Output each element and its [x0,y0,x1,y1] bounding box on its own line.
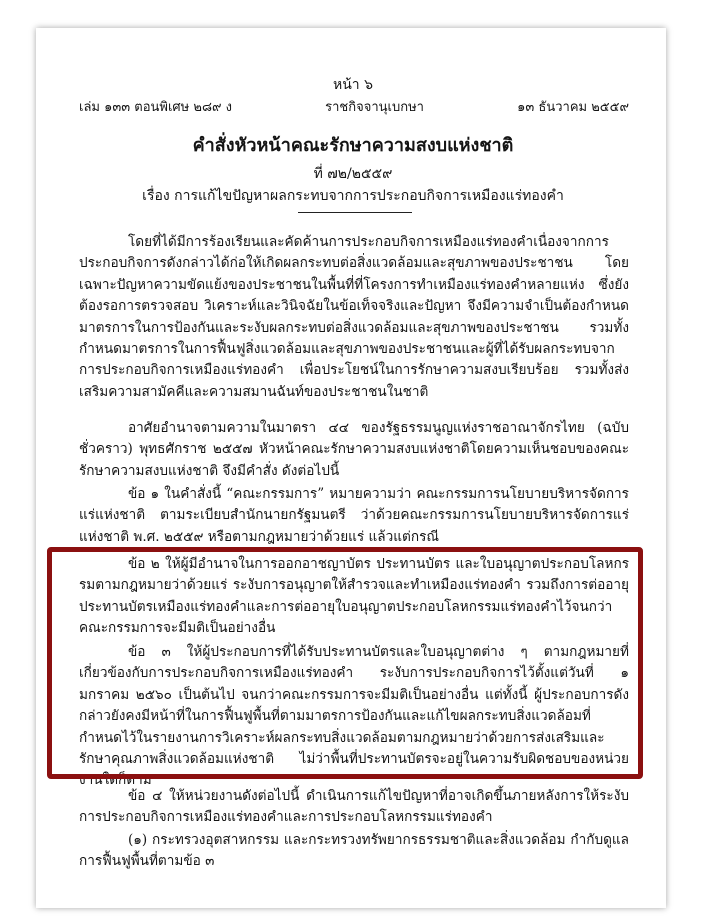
order-subject: เรื่อง การแก้ไขปัญหาผลกระทบจากการประกอบกิจการเหมืองแร่ทองคำ [142,188,564,204]
paragraph-text: ข้อ ๔ ให้หน่วยงานดังต่อไปนี้ ดำเนินการแก้ไขปัญหาที่อาจเกิดขึ้นภายหลังการให้ระงับการประกอบกิจการเหมืองแร่ทองคำและการประกอบโลหกรรมแร่ทองคำ [79,788,629,826]
order-title: คำสั่งหัวหน้าคณะรักษาความสงบแห่งชาติ [192,135,514,156]
page-number: หน้า ๖ [333,77,373,93]
title-divider [298,212,412,213]
paragraph-authority [79,418,629,482]
paragraph-text: ข้อ ๒ ให้ผู้มีอำนาจในการออกอาชญาบัตร ประทานบัตร และใบอนุญาตประกอบโลหกรรมตามกฎหมายว่าด้วยแร่ ระงับการอนุญาตให้สำรวจและทำเหมืองแร่ทองคำ รวมถึงการต่ออายุประทานบัตรเหมืองแร่ทองคำและการต่ออายุใบอนุญาตประกอบโลหกรรมแร่ทองคำไว้จนกว่าคณะกรรมการจะมีมติเป็นอย่างอื่น [79,556,629,637]
clause-1 [79,484,629,548]
paragraph-text: โดยที่ได้มีการร้องเรียนและคัดค้านการประกอบกิจการเหมืองแร่ทองคำเนื่องจากการประกอบกิจการดังกล่าวได้ก่อให้เกิดผลกระทบต่อสิ่งแวดล้อมและสุขภาพของประชาชน โดยเฉพาะปัญหาความขัดแย้งของประชาชนในพื้นที่ที่โครงการทำเหมืองแร่ทองคำหลายแห่ง ซึ่งยังต้องรอการตรวจสอบ วิเคราะห์และวินิจฉัยในข้อเท็จจริงและปัญหา จึงมีความจำเป็นต้องกำหนดมาตรการในการป้องกันและระงับผลกระทบต่อสิ่งแวดล้อมและสุขภาพของประชาชน รวมทั้งกำหนดมาตรการในการฟื้นฟูสิ่งแวดล้อมและสุขภาพของประชาชนและผู้ที่ได้รับผลกระทบจากการประกอบกิจการเหมืองแร่ทองคำ เพื่อประโยชน์ในการรักษาความสงบเรียบร้อย รวมทั้งส่งเสริมความสามัคคีและความสมานฉันท์ของประชาชนในชาติ [79,234,629,400]
gazette-date: ๑๓ ธันวาคม ๒๕๕๙ [517,100,629,115]
highlight-box [47,547,643,779]
volume-label: เล่ม ๑๓๓ ตอนพิเศษ ๒๘๙ ง [79,100,232,115]
gazette-name: ราชกิจจานุเบกษา [325,100,424,115]
clause-4 [79,786,629,829]
paragraph-text: ข้อ ๓ ให้ผู้ประกอบการที่ได้รับประทานบัตรและใบอนุญาตต่าง ๆ ตามกฎหมายที่เกี่ยวข้องกับการประกอบกิจการเหมืองแร่ทองคำ ระงับการประกอบกิจการไว้ตั้งแต่วันที่ ๑ มกราคม ๒๕๖๐ เป็นต้นไป จนกว่าคณะกรรมการจะมีมติเป็นอย่างอื่น แต่ทั้งนี้ ผู้ประกอบการดังกล่าวยังคงมีหน้าที่ในการฟื้นฟูพื้นที่ตามมาตรการป้องกันและแก้ไขผลกระทบสิ่งแวดล้อมที่กำหนดไว้ในรายงานการวิเคราะห์ผลกระทบสิ่งแวดล้อมตามกฎหมายว่าด้วยการส่งเสริมและรักษาคุณภาพสิ่งแวดล้อมแห่งชาติ ไม่ว่าพื้นที่ประทานบัตรจะอยู่ในความรับผิดชอบของหน่วยงานใดก็ตาม [79,644,629,789]
gazette-header [79,96,629,117]
paragraph-text: อาศัยอำนาจตามความในมาตรา ๔๔ ของรัฐธรรมนูญแห่งราชอาณาจักรไทย (ฉบับชั่วคราว) พุทธศักราช ๒๕๕๗ หัวหน้าคณะรักษาความสงบแห่งชาติโดยความเห็นชอบของคณะรักษาความสงบแห่งชาติ จึงมีคำสั่ง ดังต่อไปนี้ [79,420,629,479]
order-number: ที่ ๗๒/๒๕๕๙ [313,166,393,182]
paragraph-text: (๑) กระทรวงอุตสาหกรรม และกระทรวงทรัพยากรธรรมชาติและสิ่งแวดล้อม กำกับดูแลการฟื้นฟูพื้นที่ตามข้อ ๓ [79,832,629,870]
paragraph-preamble [79,232,629,403]
paragraph-text: ข้อ ๑ ในคำสั่งนี้ “คณะกรรมการ” หมายความว่า คณะกรรมการนโยบายบริหารจัดการแร่แห่งชาติ ตามระเบียบสำนักนายกรัฐมนตรี ว่าด้วยคณะกรรมการนโยบายบริหารจัดการแร่แห่งชาติ พ.ศ. ๒๕๕๙ หรือตามกฎหมายว่าด้วยแร่ แล้วแต่กรณี [79,486,629,545]
clause-4-item-1 [79,830,629,873]
